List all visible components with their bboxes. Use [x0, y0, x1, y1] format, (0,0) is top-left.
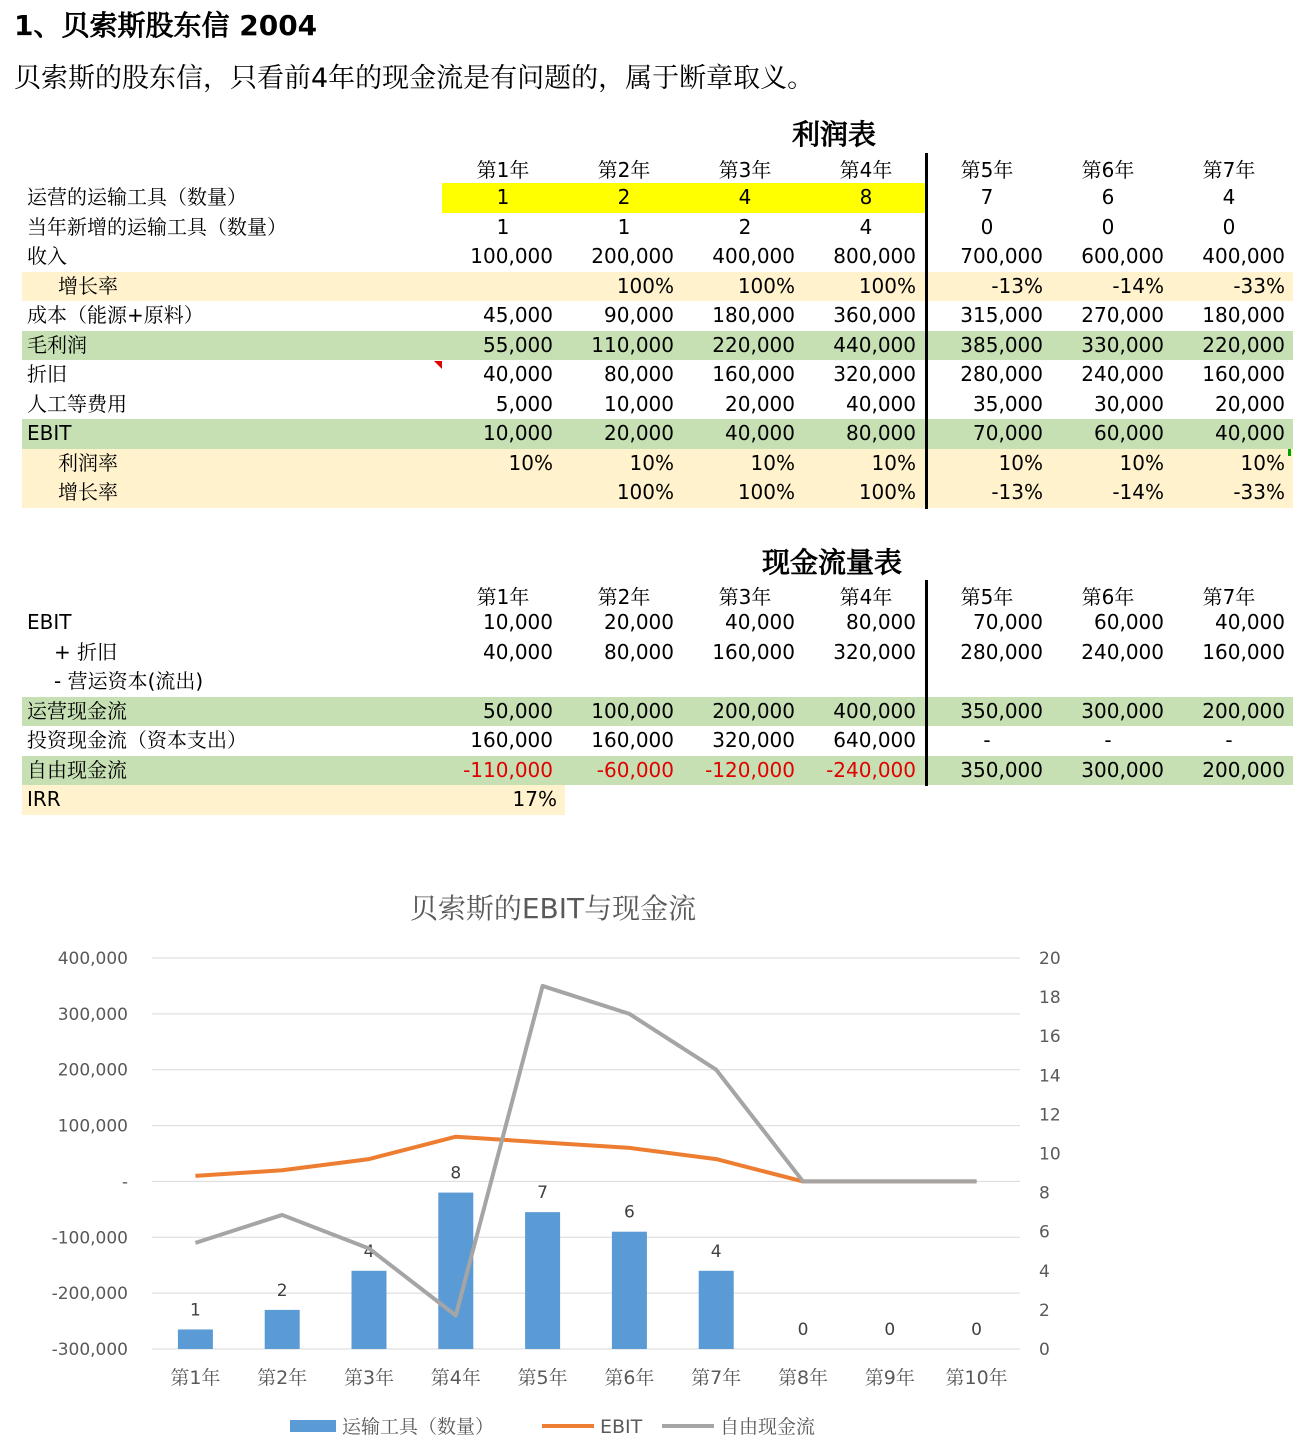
cashflow-year-1: 第1年 [476, 585, 530, 609]
income-cell: 4 [859, 214, 873, 239]
cashflow-cell: 100,000 [591, 698, 674, 723]
bar [352, 1271, 387, 1349]
irr-value: 17% [512, 787, 557, 811]
cashflow-row-label: 自由现金流 [27, 757, 127, 782]
y-right-tick: 12 [1039, 1105, 1061, 1126]
income-row [22, 449, 1293, 479]
income-row [22, 301, 1293, 331]
cashflow-cell: 160,000 [591, 728, 674, 752]
income-cell: 180,000 [1202, 303, 1285, 327]
cashflow-cell: 40,000 [483, 639, 553, 664]
bar-label: 0 [797, 1320, 809, 1340]
income-cell: 270,000 [1081, 303, 1164, 327]
income-cell: 4 [1222, 185, 1236, 209]
income-cell: 240,000 [1081, 362, 1164, 386]
income-cell: 400,000 [1202, 244, 1285, 268]
y-left-tick: 300,000 [57, 1004, 128, 1025]
y-right-tick: 2 [1039, 1300, 1050, 1321]
income-cell: 100,000 [470, 244, 553, 268]
income-cell: 8 [859, 185, 873, 209]
income-year-7: 第7年 [1202, 158, 1256, 182]
income-cell: 2 [738, 214, 752, 239]
cashflow-row [22, 756, 1293, 786]
income-row [22, 331, 1293, 361]
income-cell: -13% [991, 273, 1043, 298]
legend-label: 运输工具（数量） [342, 1416, 495, 1438]
cashflow-divider [925, 580, 928, 786]
cashflow-row-label: + 折旧 [54, 639, 118, 664]
income-table-title: 利润表 [792, 118, 877, 151]
legend-swatch [290, 1420, 336, 1432]
income-row-label: 人工等费用 [27, 391, 127, 416]
cashflow-cell: 60,000 [1094, 610, 1164, 634]
income-year-1: 第1年 [476, 158, 530, 182]
cashflow-year-5: 第5年 [960, 585, 1014, 609]
income-cell: 100% [858, 273, 916, 298]
ebit-cashflow-chart [0, 870, 1300, 1452]
income-year-3: 第3年 [718, 158, 772, 182]
bar [699, 1271, 734, 1349]
x-tick: 第4年 [430, 1367, 481, 1389]
y-left-tick: 200,000 [57, 1060, 128, 1081]
bar-label: 6 [623, 1202, 635, 1223]
income-cell: 70,000 [973, 421, 1043, 445]
income-cell: 1 [496, 214, 510, 239]
cashflow-row [22, 697, 1293, 727]
income-year-5: 第5年 [960, 158, 1014, 182]
cashflow-cell: 70,000 [973, 610, 1043, 634]
income-cell: 10% [1240, 450, 1285, 475]
income-cell: 220,000 [712, 332, 795, 357]
cashflow-cell: - [1104, 728, 1112, 752]
cashflow-cell: 280,000 [960, 639, 1043, 664]
income-cell: 10% [998, 450, 1043, 475]
cashflow-row-label: 运营现金流 [27, 698, 127, 723]
x-tick: 第1年 [170, 1367, 221, 1389]
bar-label: 1 [189, 1300, 201, 1321]
cashflow-cell: 160,000 [470, 728, 553, 752]
cashflow-cell: 160,000 [712, 639, 795, 664]
x-tick: 第3年 [343, 1367, 395, 1389]
cashflow-cell: 20,000 [604, 610, 674, 634]
cashflow-row [22, 726, 1293, 756]
legend-label: EBIT [600, 1416, 643, 1438]
income-cell: 2 [617, 185, 631, 209]
y-right-tick: 0 [1039, 1340, 1050, 1360]
bar [265, 1310, 300, 1349]
income-row [22, 242, 1293, 272]
income-year-2: 第2年 [597, 158, 651, 182]
bar [178, 1329, 213, 1349]
cashflow-cell: -240,000 [826, 757, 916, 782]
cashflow-table-title: 现金流量表 [762, 546, 903, 579]
income-cell: 4 [738, 185, 752, 209]
cashflow-cell: 640,000 [833, 728, 916, 752]
x-tick: 第9年 [864, 1367, 915, 1389]
income-cell: 10% [871, 450, 916, 475]
y-left-tick: - [121, 1172, 128, 1193]
income-cell: 385,000 [960, 332, 1043, 357]
income-cell: 6 [1101, 185, 1115, 209]
income-year-6: 第6年 [1081, 158, 1135, 182]
y-left-tick: 100,000 [57, 1116, 128, 1137]
bar [612, 1232, 647, 1349]
income-cell: 60,000 [1094, 421, 1164, 445]
income-cell: 330,000 [1081, 332, 1164, 357]
bar-label: 4 [710, 1241, 722, 1262]
cashflow-cell: 240,000 [1081, 639, 1164, 664]
income-cell: 80,000 [604, 362, 674, 386]
income-row-label: 运营的运输工具（数量） [27, 185, 247, 209]
income-cell: 280,000 [960, 362, 1043, 386]
income-row-label: 折旧 [27, 362, 67, 386]
y-right-tick: 16 [1039, 1027, 1061, 1048]
income-row [22, 478, 1293, 508]
income-cell: 700,000 [960, 244, 1043, 268]
income-cell: 40,000 [483, 362, 553, 386]
income-cell: 10% [629, 450, 674, 475]
income-cell: 0 [1222, 214, 1236, 239]
income-cell: 160,000 [712, 362, 795, 386]
x-tick: 第5年 [517, 1367, 568, 1389]
income-cell: 0 [1101, 214, 1115, 239]
income-row-label: 增长率 [58, 273, 118, 298]
cashflow-cell: -60,000 [596, 757, 674, 782]
bar-label: 0 [884, 1320, 896, 1340]
income-row [22, 272, 1293, 302]
income-cell: 90,000 [604, 303, 674, 327]
income-cell: -33% [1233, 273, 1285, 298]
cashflow-year-3: 第3年 [718, 585, 772, 609]
income-cell: 45,000 [483, 303, 553, 327]
income-row [22, 183, 1293, 213]
cell-marker [1288, 449, 1291, 456]
income-cell: 40,000 [725, 421, 795, 445]
bar-label: 8 [450, 1163, 462, 1184]
cashflow-row [22, 608, 1293, 638]
income-row-label: 收入 [27, 244, 67, 268]
cashflow-cell: 200,000 [712, 698, 795, 723]
page-subtitle: 贝索斯的股东信，只看前4年的现金流是有问题的，属于断章取义。 [14, 63, 815, 94]
income-cell: 400,000 [712, 244, 795, 268]
bar [525, 1212, 560, 1349]
income-cell: 5,000 [495, 391, 553, 416]
free-cashflow-line [195, 986, 976, 1316]
cashflow-year-2: 第2年 [597, 585, 651, 609]
x-tick: 第8年 [777, 1367, 829, 1389]
ebit-line [195, 1137, 976, 1182]
y-right-tick: 14 [1039, 1066, 1061, 1087]
income-cell: 10% [750, 450, 795, 475]
cashflow-cell: 40,000 [725, 610, 795, 634]
income-cell: 220,000 [1202, 332, 1285, 357]
cashflow-cell: 10,000 [483, 610, 553, 634]
income-cell: 180,000 [712, 303, 795, 327]
cashflow-cell: - [983, 728, 991, 752]
bar-label: 2 [276, 1280, 288, 1301]
bar-label: 4 [363, 1241, 375, 1262]
cashflow-cell: 40,000 [1215, 610, 1285, 634]
cashflow-cell: 300,000 [1081, 757, 1164, 782]
cashflow-cell: 160,000 [1202, 639, 1285, 664]
y-right-tick: 8 [1039, 1183, 1050, 1204]
cashflow-cell: -120,000 [705, 757, 795, 782]
income-cell: 40,000 [846, 391, 916, 416]
y-right-tick: 20 [1039, 949, 1061, 969]
income-row-label: 成本（能源+原料） [27, 303, 204, 327]
cashflow-cell: - [1225, 728, 1233, 752]
income-cell: 315,000 [960, 303, 1043, 327]
income-row-label: 当年新增的运输工具（数量） [27, 214, 287, 239]
income-cell: 440,000 [833, 332, 916, 357]
income-cell: 360,000 [833, 303, 916, 327]
income-row-label: 增长率 [58, 480, 118, 504]
income-cell: 160,000 [1202, 362, 1285, 386]
y-right-tick: 4 [1039, 1261, 1050, 1282]
irr-label: IRR [27, 787, 61, 811]
y-left-tick: -200,000 [51, 1284, 128, 1305]
income-cell: 200,000 [591, 244, 674, 268]
cashflow-cell: 50,000 [483, 698, 553, 723]
cashflow-year-7: 第7年 [1202, 585, 1256, 609]
cashflow-year-4: 第4年 [839, 585, 893, 609]
x-tick: 第10年 [945, 1367, 1008, 1389]
income-cell: 100% [737, 480, 795, 504]
income-cell: 100% [737, 273, 795, 298]
cashflow-cell: 350,000 [960, 698, 1043, 723]
income-cell: 30,000 [1094, 391, 1164, 416]
x-tick: 第2年 [257, 1367, 308, 1389]
cashflow-cell: 350,000 [960, 757, 1043, 782]
income-cell: -13% [991, 480, 1043, 504]
x-tick: 第7年 [691, 1367, 742, 1389]
income-cell: -33% [1233, 480, 1285, 504]
income-cell: 320,000 [833, 362, 916, 386]
income-row [22, 360, 1293, 390]
income-cell: 100% [616, 273, 674, 298]
chart-title: 贝索斯的EBIT与现金流 [409, 892, 697, 925]
cashflow-row [22, 638, 1293, 668]
income-row-label: EBIT [27, 421, 72, 445]
income-cell: 100% [616, 480, 674, 504]
cashflow-cell: 80,000 [846, 610, 916, 634]
income-cell: 55,000 [483, 332, 553, 357]
cashflow-cell: 400,000 [833, 698, 916, 723]
income-cell: 20,000 [604, 421, 674, 445]
income-cell: 35,000 [973, 391, 1043, 416]
income-cell: 100% [858, 480, 916, 504]
x-tick: 第6年 [604, 1367, 655, 1389]
income-cell: 110,000 [591, 332, 674, 357]
cashflow-year-6: 第6年 [1081, 585, 1135, 609]
bar-label: 0 [971, 1320, 983, 1340]
cashflow-row-label: EBIT [27, 610, 72, 634]
cashflow-cell: 320,000 [833, 639, 916, 664]
cashflow-row-label: 投资现金流（资本支出） [27, 728, 247, 752]
income-cell: 10,000 [483, 421, 553, 445]
income-cell: 800,000 [833, 244, 916, 268]
y-left-tick: 400,000 [57, 949, 128, 969]
income-row [22, 213, 1293, 243]
income-cell: 80,000 [846, 421, 916, 445]
irr-row [22, 785, 565, 815]
y-right-tick: 6 [1039, 1222, 1050, 1243]
y-right-tick: 18 [1039, 988, 1061, 1009]
comment-marker[interactable] [434, 361, 442, 369]
y-right-tick: 10 [1039, 1144, 1061, 1165]
cashflow-cell: 200,000 [1202, 757, 1285, 782]
income-year-4: 第4年 [839, 158, 893, 182]
cashflow-cell: 320,000 [712, 728, 795, 752]
income-cell: 1 [617, 214, 631, 239]
income-cell: 10% [1119, 450, 1164, 475]
income-cell: -14% [1112, 273, 1164, 298]
cashflow-cell: 200,000 [1202, 698, 1285, 723]
income-cell: -14% [1112, 480, 1164, 504]
cashflow-row [22, 667, 1293, 697]
cashflow-row-label: - 营运资本(流出) [54, 669, 204, 693]
cashflow-cell: 80,000 [604, 639, 674, 664]
income-cell: 20,000 [725, 391, 795, 416]
income-cell: 20,000 [1215, 391, 1285, 416]
income-row [22, 419, 1293, 449]
page-heading: 1、贝索斯股东信 2004 [14, 9, 318, 42]
y-left-tick: -300,000 [51, 1340, 128, 1360]
y-left-tick: -100,000 [51, 1228, 128, 1249]
income-cell: 10,000 [604, 391, 674, 416]
income-row [22, 390, 1293, 420]
income-row-label: 毛利润 [27, 332, 87, 357]
income-cell: 0 [980, 214, 994, 239]
bar-label: 7 [537, 1183, 549, 1204]
legend-label: 自由现金流 [720, 1416, 816, 1438]
income-cell: 7 [980, 185, 994, 209]
income-cell: 600,000 [1081, 244, 1164, 268]
income-row-label: 利润率 [58, 450, 118, 475]
income-divider [925, 153, 928, 509]
income-cell: 40,000 [1215, 421, 1285, 445]
cashflow-cell: -110,000 [463, 757, 553, 782]
cashflow-cell: 300,000 [1081, 698, 1164, 723]
income-cell: 1 [496, 185, 510, 209]
income-cell: 10% [508, 450, 553, 475]
